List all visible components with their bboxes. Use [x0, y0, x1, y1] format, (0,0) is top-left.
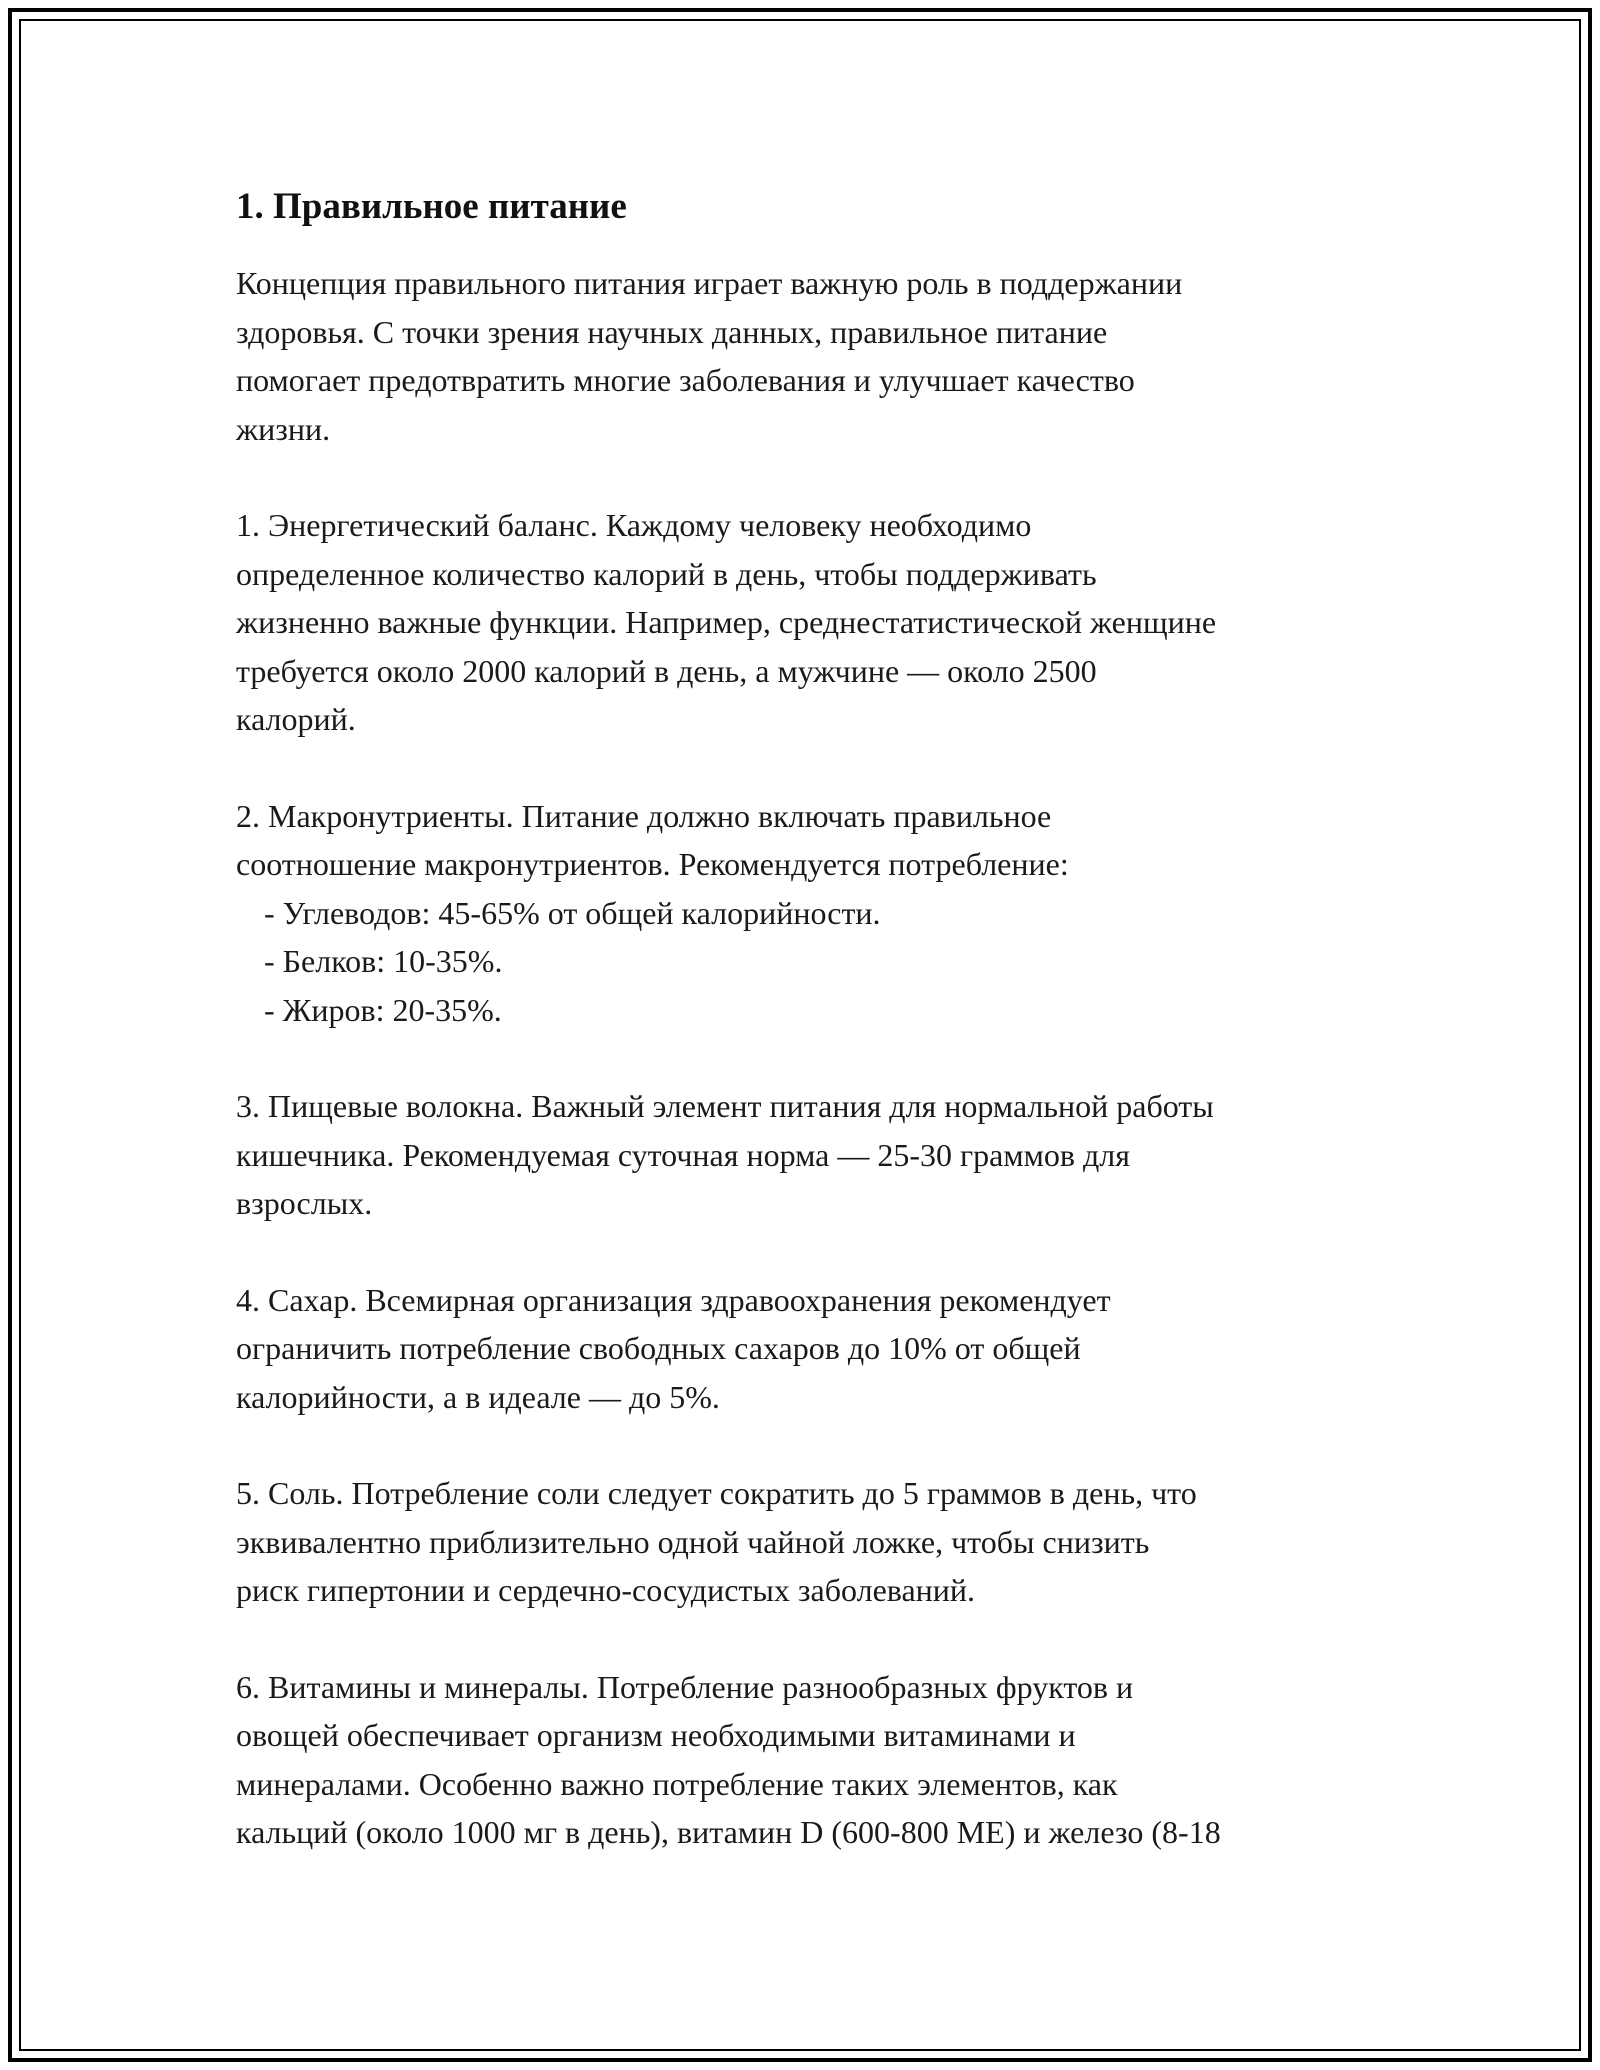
intro-paragraph: [236, 259, 1396, 453]
text-line: жизненно важные функции. Например, среднестатистической женщине: [236, 604, 1217, 640]
text-line: калорий.: [236, 701, 356, 737]
text-line: 4. Сахар. Всемирная организация здравоохранения рекомендует: [236, 1281, 1111, 1318]
vitamins-paragraph: [236, 1663, 1396, 1857]
text-line: калорийности, а в идеале — до 5%.: [236, 1378, 720, 1415]
text-line: овощей обеспечивает организм необходимыми витаминами и: [236, 1717, 1076, 1753]
text-line: 2. Макронутриенты. Питание должно включать правильное: [236, 797, 1052, 834]
list-item: - Жиров: 20-35%.: [264, 991, 502, 1028]
text-line: 5. Соль. Потребление соли следует сократить до 5 граммов в день, что: [236, 1475, 1197, 1511]
text-line: здоровья. С точки зрения научных данных, правильное питание: [236, 313, 1108, 350]
text-line: эквивалентно приблизительно одной чайной ложке, чтобы снизить: [236, 1523, 1150, 1560]
document-body: [236, 185, 1396, 1905]
text-line: взрослых.: [236, 1185, 373, 1221]
text-line: минералами. Особенно важно потребление таких элементов, как: [236, 1765, 1118, 1802]
list-item: - Белков: 10-35%.: [264, 943, 503, 979]
macronutrients-paragraph: [236, 792, 1396, 1035]
text-line: кальций (около 1000 мг в день), витамин D (600-800 МЕ) и железо (8-18: [236, 1814, 1221, 1850]
text-line: 6. Витамины и минералы. Потребление разнообразных фруктов и: [236, 1668, 1134, 1705]
salt-paragraph: [236, 1469, 1396, 1615]
fiber-paragraph: [236, 1082, 1396, 1228]
text-line: ограничить потребление свободных сахаров до 10% от общей: [236, 1330, 1081, 1366]
text-line: определенное количество калорий в день, чтобы поддерживать: [236, 555, 1097, 592]
text-line: Концепция правильного питания играет важную роль в поддержании: [236, 265, 1183, 301]
sugar-paragraph: [236, 1276, 1396, 1422]
text-line: кишечника. Рекомендуемая суточная норма — 25-30 граммов для: [236, 1136, 1130, 1173]
section-heading: 1. Правильное питание: [236, 186, 627, 227]
energy-balance-paragraph: [236, 501, 1396, 744]
text-line: помогает предотвратить многие заболевания и улучшает качество: [236, 362, 1135, 398]
list-item: - Углеводов: 45-65% от общей калорийности.: [264, 894, 881, 931]
text-line: жизни.: [236, 410, 331, 447]
text-line: соотношение макронутриентов. Рекомендуется потребление:: [236, 846, 1069, 882]
text-line: 1. Энергетический баланс. Каждому человеку необходимо: [236, 507, 1032, 543]
text-line: риск гипертонии и сердечно-сосудистых заболеваний.: [236, 1572, 976, 1608]
text-line: 3. Пищевые волокна. Важный элемент питания для нормальной работы: [236, 1088, 1214, 1124]
text-line: требуется около 2000 калорий в день, а мужчине — около 2500: [236, 652, 1097, 689]
